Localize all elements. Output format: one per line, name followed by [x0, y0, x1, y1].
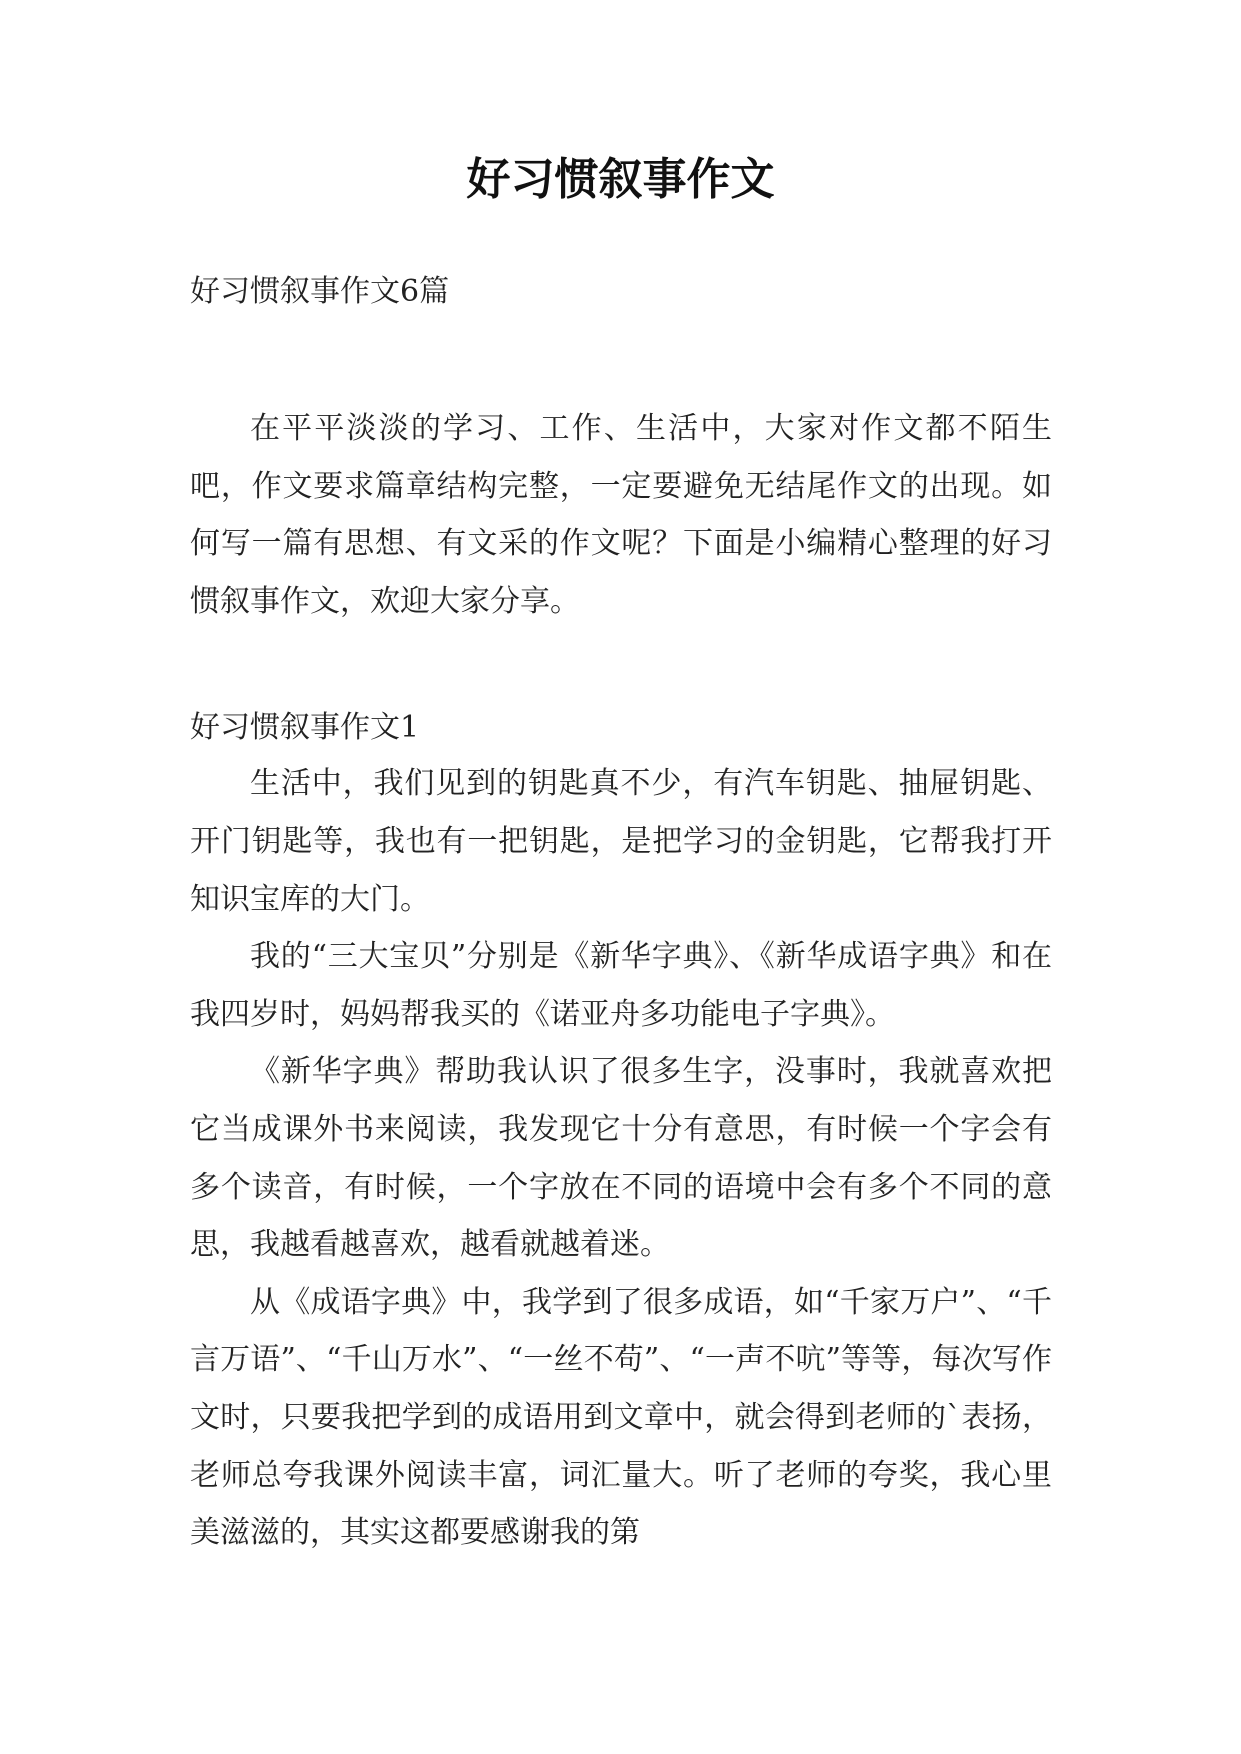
body-paragraph: 生活中，我们见到的钥匙真不少，有汽车钥匙、抽屉钥匙、开门钥匙等，我也有一把钥匙，是把学习的金钥匙，它帮我打开知识宝库的大门。 [190, 766, 1052, 917]
body-paragraph: 《新华字典》帮助我认识了很多生字，没事时，我就喜欢把它当成课外书来阅读，我发现它十分有意思，有时候一个字会有多个读音，有时候，一个字放在不同的语境中会有多个不同的意思，我越看越喜欢，越看就越着迷。 [190, 1054, 1052, 1263]
document-title: 好习惯叙事作文 [466, 154, 775, 205]
body-paragraph: 从《成语字典》中，我学到了很多成语，如“千家万户”、“千言万语”、“千山万水”、“一丝不苟”、“一声不吭”等等，每次写作文时，只要我把学到的成语用到文章中，就会得到老师的`表扬，老师总夸我课外阅读丰富，词汇量大。听了老师的夸奖，我心里美滋滋的，其实这都要感谢我的第 [190, 1284, 1052, 1551]
section-heading: 好习惯叙事作文1 [190, 710, 420, 746]
body-paragraph: 我的“三大宝贝”分别是《新华字典》、《新华成语字典》和在我四岁时，妈妈帮我买的《诺亚舟多功能电子字典》。 [190, 939, 1052, 1032]
intro-paragraph: 在平平淡淡的学习、工作、生活中，大家对作文都不陌生吧，作文要求篇章结构完整，一定要避免无结尾作文的出现。如何写一篇有思想、有文采的作文呢？下面是小编精心整理的好习惯叙事作文，欢迎大家分享。 [190, 411, 1052, 619]
document-body [190, 262, 1052, 1562]
document-subtitle: 好习惯叙事作文6篇 [190, 274, 450, 309]
